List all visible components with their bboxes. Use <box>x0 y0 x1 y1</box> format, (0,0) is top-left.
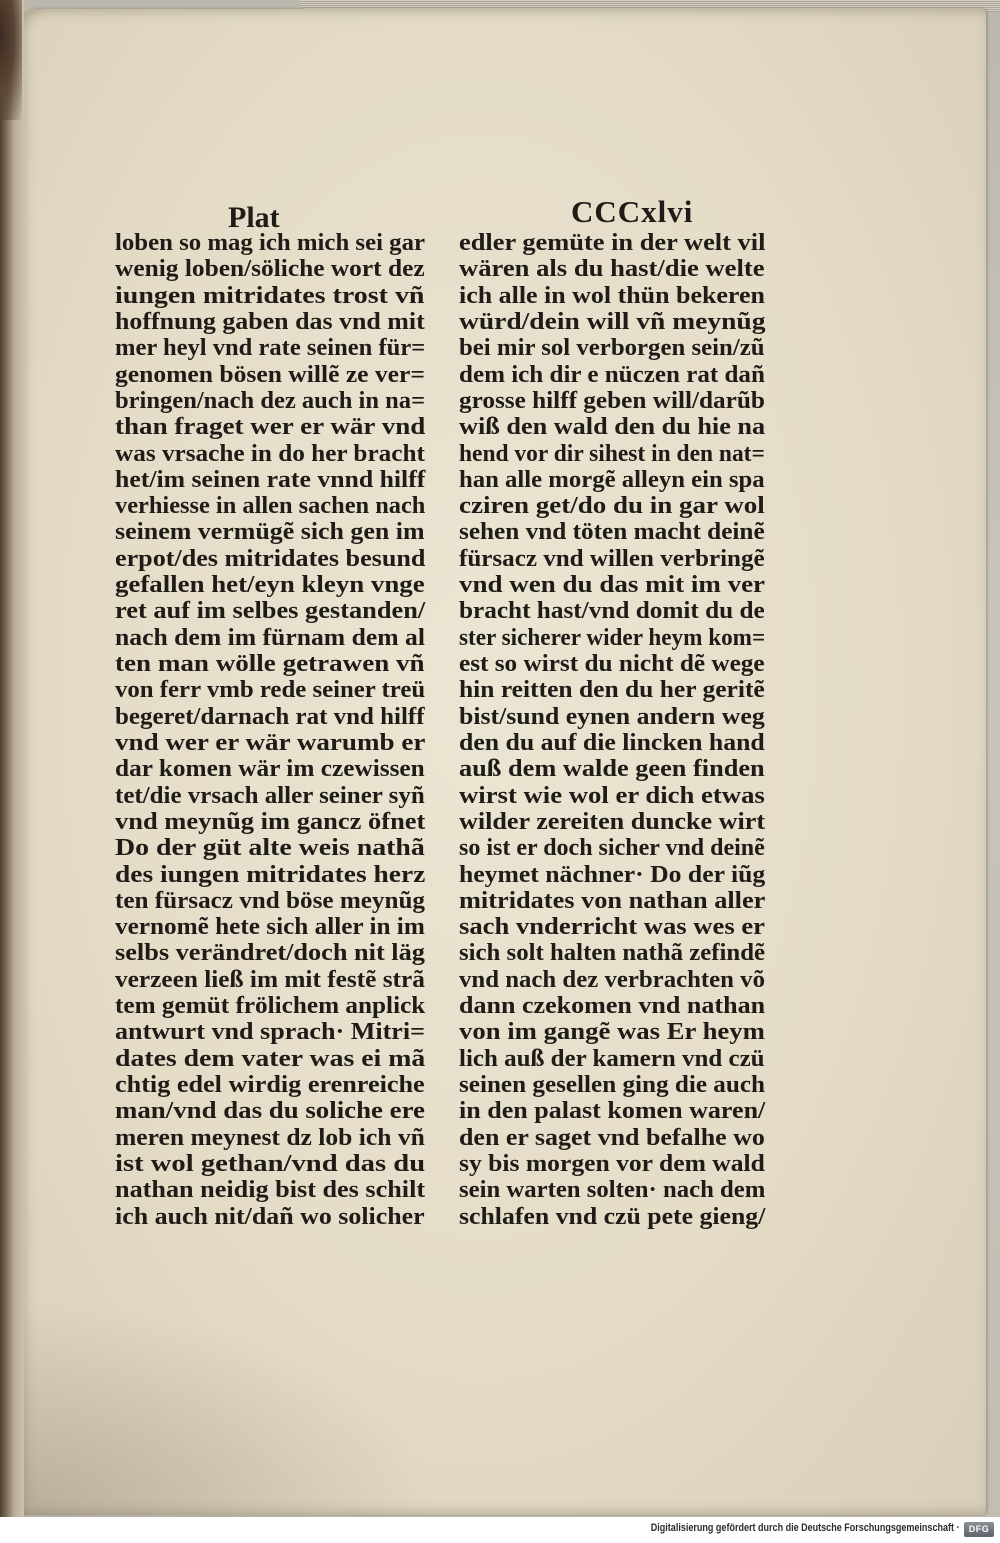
line-text: sich solt halten nathã zefindẽ <box>459 940 766 967</box>
paper-shadow <box>16 1300 436 1515</box>
text-line <box>115 335 425 361</box>
line-text: sy bis morgen vor dem wald <box>459 1150 765 1177</box>
text-line <box>115 546 425 572</box>
line-text: hend vor dir sihest in den nat= <box>459 440 765 467</box>
text-line <box>459 756 765 782</box>
line-text: sein warten solten· nach dem <box>459 1177 766 1204</box>
text-line <box>115 940 425 966</box>
line-text: vnd meynũg im gancz öfnet <box>115 808 426 835</box>
text-line <box>459 519 765 545</box>
text-line <box>459 625 765 651</box>
line-text: cziren get/do du in gar wol <box>459 493 765 520</box>
line-text: begeret/darnach rat vnd hilff <box>115 703 425 730</box>
line-text: erpot/des mitridates besund <box>115 545 426 572</box>
line-text: würd/dein will vñ meynũg <box>459 308 766 335</box>
line-text: den du auf die lincken hand <box>459 729 765 756</box>
text-line <box>115 388 425 414</box>
line-text: man/vnd das du soliche ere <box>115 1098 425 1125</box>
text-line <box>459 651 765 677</box>
left-column <box>115 230 425 1230</box>
text-line <box>115 493 425 519</box>
line-text: mitridates von nathan aller <box>459 887 766 914</box>
line-text: wirst wie wol er dich etwas <box>459 782 765 809</box>
line-text: heymet nächner· Do der iũg <box>459 861 766 888</box>
text-line <box>459 704 765 730</box>
text-line <box>115 677 425 703</box>
line-text: seinen gesellen ging die auch <box>459 1072 766 1098</box>
text-line <box>459 493 765 519</box>
line-text: fürsacz vnd willen verbringẽ <box>459 545 765 572</box>
text-line <box>115 1177 425 1203</box>
text-line <box>115 1151 425 1177</box>
line-text: vernomẽ hete sich aller in im <box>115 914 425 941</box>
line-text: so ist er doch sicher vnd deinẽ <box>459 835 765 862</box>
text-line <box>115 1019 425 1045</box>
dfg-logo: DFG <box>964 1522 994 1537</box>
text-line <box>459 835 765 861</box>
line-text: sehen vnd töten macht deinẽ <box>459 519 765 546</box>
text-line <box>115 441 425 467</box>
text-line <box>115 625 425 651</box>
text-line <box>459 414 765 440</box>
text-line <box>459 862 765 888</box>
line-text: dar komen wär im czewissen <box>115 756 425 783</box>
running-head: Plat <box>228 201 280 234</box>
text-line <box>459 283 765 309</box>
footer <box>0 1517 1000 1543</box>
text-line <box>459 1019 765 1045</box>
text-line <box>115 809 425 835</box>
line-text: ich auch nit/dañ wo solicher <box>115 1203 425 1230</box>
line-text: wilder zereiten duncke wirt <box>459 808 766 835</box>
text-line <box>115 230 425 256</box>
text-line <box>459 467 765 493</box>
line-text: selbs verändret/doch nit läg <box>115 940 425 967</box>
folio-number: CCCxlvi <box>571 194 694 229</box>
line-text: ich alle in wol thün bekeren <box>459 282 765 309</box>
text-line <box>459 1046 765 1072</box>
line-text: nach dem im fürnam dem al <box>115 624 425 651</box>
text-line <box>115 1098 425 1124</box>
text-line <box>459 1204 765 1230</box>
line-text: vnd nach dez verbrachten võ <box>459 966 765 993</box>
text-line <box>459 546 765 572</box>
text-line <box>115 651 425 677</box>
line-text: ster sicherer wider heym kom= <box>459 624 766 651</box>
text-line <box>459 230 765 256</box>
text-line <box>459 888 765 914</box>
line-text: nathan neidig bist des schilt <box>115 1177 426 1204</box>
right-column <box>459 230 765 1230</box>
text-line <box>459 677 765 703</box>
line-text: in den palast komen waren/ <box>459 1098 766 1125</box>
line-text: bist/sund eynen andern weg <box>459 703 765 730</box>
line-text: iungen mitridates trost vñ <box>115 282 425 309</box>
text-line <box>459 598 765 624</box>
funding-credit: Digitalisierung gefördert durch die Deutsche Forschungsgemeinschaft · <box>651 1522 960 1534</box>
line-text: wenig loben/söliche wort dez <box>115 256 425 283</box>
line-text: chtig edel wirdig erenreiche <box>115 1072 425 1098</box>
line-text: antwurt vnd sprach· Mitri= <box>115 1019 426 1046</box>
text-line <box>459 1177 765 1203</box>
text-line <box>459 441 765 467</box>
text-line <box>115 862 425 888</box>
text-line <box>459 993 765 1019</box>
text-line <box>459 309 765 335</box>
text-line <box>459 730 765 756</box>
line-text: dem ich dir e nüczen rat dañ <box>459 361 765 388</box>
text-line <box>459 335 765 361</box>
line-text: tem gemüt frölichem anplick <box>115 993 426 1020</box>
line-text: grosse hilff geben will/darũb <box>459 387 765 414</box>
line-text: bringen/nach dez auch in na= <box>115 387 426 414</box>
text-line <box>115 256 425 282</box>
text-line <box>115 1046 425 1072</box>
text-line <box>459 1072 765 1098</box>
line-text: wiß den wald den du hie na <box>459 414 766 441</box>
text-line <box>115 835 425 861</box>
text-line <box>459 783 765 809</box>
line-text: lich auß der kamern vnd czü <box>459 1045 765 1072</box>
text-line <box>459 388 765 414</box>
line-text: hoffnung gaben das vnd mit <box>115 308 425 335</box>
text-line <box>115 993 425 1019</box>
line-text: seinem vermügẽ sich gen im <box>115 519 425 546</box>
text-line <box>115 519 425 545</box>
line-text: sach vnderricht was wes er <box>459 914 765 941</box>
line-text: was vrsache in do her bracht <box>115 440 425 467</box>
line-text: bei mir sol verborgen sein/zũ <box>459 335 765 362</box>
line-text: gefallen het/eyn kleyn vnge <box>115 572 425 599</box>
text-line <box>115 1125 425 1151</box>
line-text: ret auf im selbes gestanden/ <box>115 598 426 625</box>
text-line <box>115 362 425 388</box>
text-line <box>459 1098 765 1124</box>
line-text: verhiesse in allen sachen nach <box>115 493 426 520</box>
text-line <box>459 914 765 940</box>
text-line <box>459 572 765 598</box>
line-text: von im gangẽ was Er heym <box>459 1019 765 1046</box>
line-text: genomen bösen willẽ ze ver= <box>115 361 425 388</box>
line-text: het/im seinen rate vnnd hilff <box>115 466 426 493</box>
text-line <box>115 598 425 624</box>
line-text: wären als du hast/die welte <box>459 256 765 283</box>
text-line <box>115 730 425 756</box>
line-text: vnd wer er wär warumb er <box>115 729 426 756</box>
text-line <box>459 256 765 282</box>
text-line <box>115 704 425 730</box>
line-text: Do der güt alte weis nathã <box>115 835 425 862</box>
line-text: den er saget vnd befalhe wo <box>459 1124 765 1151</box>
line-text: han alle morgẽ alleyn ein spa <box>459 466 765 493</box>
text-line <box>459 809 765 835</box>
text-line <box>459 1125 765 1151</box>
line-text: mer heyl vnd rate seinen für= <box>115 335 426 362</box>
line-text: bracht hast/vnd domit du de <box>459 598 765 625</box>
line-text: edler gemüte in der welt vil <box>459 230 766 256</box>
line-text: tet/die vrsach aller seiner syñ <box>115 782 425 809</box>
line-text: verzeen ließ im mit festẽ strã <box>115 966 425 993</box>
text-line <box>115 414 425 440</box>
text-line <box>115 1204 425 1230</box>
line-text: ten man wölle getrawen vñ <box>115 651 425 677</box>
text-line <box>115 756 425 782</box>
binding-corner <box>0 0 22 120</box>
text-line <box>115 467 425 493</box>
text-line <box>115 914 425 940</box>
line-text: dann czekomen vnd nathan <box>459 993 766 1020</box>
line-text: vnd wen du das mit im ver <box>459 572 766 599</box>
text-line <box>115 783 425 809</box>
line-text: schlafen vnd czü pete gieng/ <box>459 1203 766 1230</box>
line-text: ten fürsacz vnd böse meynũg <box>115 887 426 914</box>
text-line <box>115 1072 425 1098</box>
line-text: loben so mag ich mich sei gar <box>115 230 425 256</box>
line-text: dates dem vater was ei mã <box>115 1045 426 1072</box>
text-line <box>115 888 425 914</box>
line-text: von ferr vmb rede seiner treü <box>115 677 426 704</box>
text-line <box>115 309 425 335</box>
book-binding <box>0 0 24 1517</box>
text-line <box>459 940 765 966</box>
line-text: des iungen mitridates herz <box>115 861 426 888</box>
text-line <box>459 1151 765 1177</box>
text-line <box>115 283 425 309</box>
line-text: auß dem walde geen finden <box>459 756 765 783</box>
text-line <box>115 572 425 598</box>
text-line <box>459 362 765 388</box>
line-text: than fraget wer er wär vnd <box>115 414 426 441</box>
line-text: meren meynest dz lob ich vñ <box>115 1124 425 1151</box>
line-text: ist wol gethan/vnd das du <box>115 1150 426 1177</box>
line-text: est so wirst du nicht dẽ wege <box>459 651 765 677</box>
line-text: hin reitten den du her geritẽ <box>459 677 765 704</box>
text-line <box>115 967 425 993</box>
text-line <box>459 967 765 993</box>
